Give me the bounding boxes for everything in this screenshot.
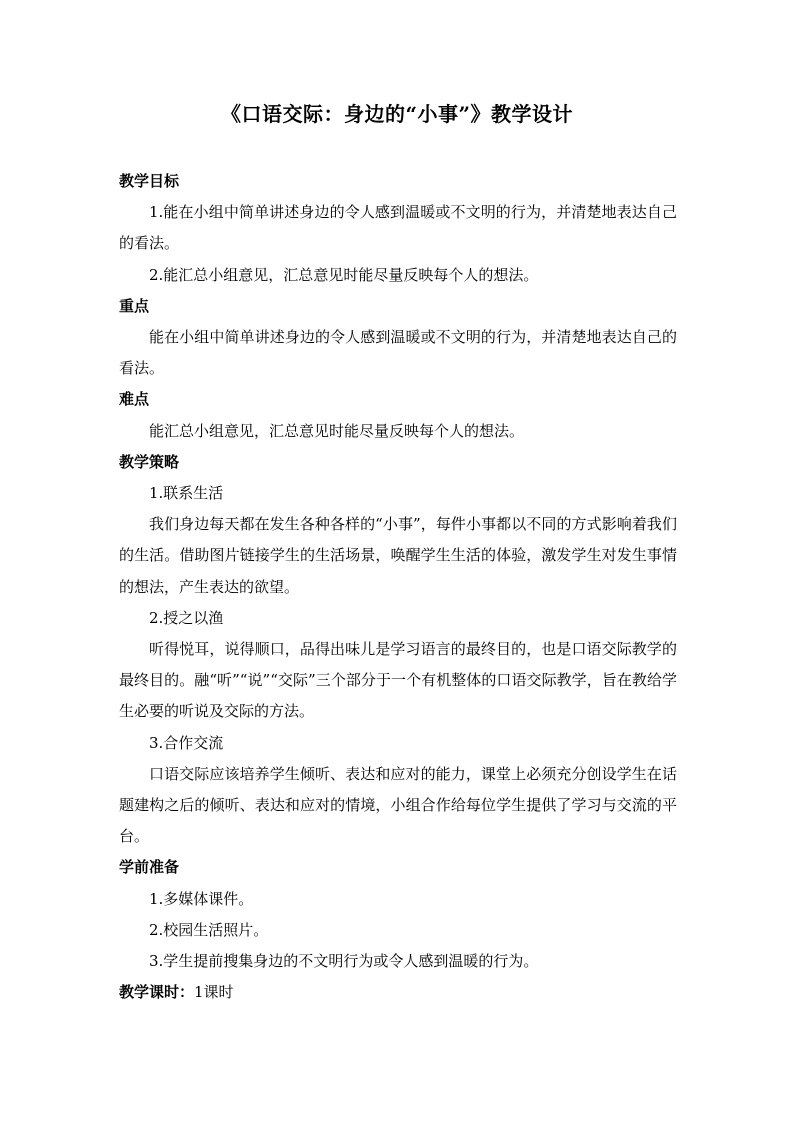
document-body	[119, 166, 677, 1008]
strategy-1-text: 我们身边每天都在发生各种各样的“小事”，每件小事都以不同的方式影响着我们的生活。借助图片链接学生的生活场景，唤醒学生生活的体验，激发学生对发生事情的想法，产生表达的欲望。	[119, 515, 677, 596]
class-hours	[119, 977, 677, 1008]
strategy-3-title: 3.合作交流	[149, 733, 224, 752]
strategy-3-text: 口语交际应该培养学生倾听、表达和应对的能力，课堂上必须充分创设学生在话题建构之后的倾听、表达和应对的情境，小组合作给每位学生提供了学习与交流的平台。	[119, 764, 677, 846]
difficulty-text: 能汇总小组意见，汇总意见时能尽量反映每个人的想法。	[149, 421, 525, 440]
strategy-1-title: 1.联系生活	[149, 484, 224, 503]
objectives-heading: 教学目标	[119, 172, 180, 190]
key-point-heading: 重点	[119, 296, 150, 315]
strategy-2-text: 听得悦耳，说得顺口，品得出味儿是学习语言的最终目的，也是口语交际教学的最终目的。融“听”“说”“交际”三个部分于一个有机整体的口语交际教学，旨在教给学生必要的听说及交际的方法。	[119, 640, 677, 721]
strategy-2-title: 2.授之以渔	[149, 608, 224, 627]
document-title: 《口语交际：身边的“小事”》教学设计	[220, 102, 573, 126]
preparation-item-1: 1.多媒体课件。	[149, 889, 254, 908]
class-hours-value: 1课时	[194, 983, 234, 1002]
preparation-item-2: 2.校园生活照片。	[149, 920, 269, 939]
difficulty-heading: 难点	[119, 390, 150, 409]
preparation-heading: 学前准备	[119, 858, 180, 877]
objective-item-1: 1.能在小组中简单讲述身边的令人感到温暖或不文明的行为，并清楚地表达自己的看法。	[119, 203, 677, 253]
strategy-heading: 教学策略	[119, 452, 180, 471]
key-point-text: 能在小组中简单讲述身边的令人感到温暖或不文明的行为，并清楚地表达自己的看法。	[119, 328, 677, 378]
preparation-item-3: 3.学生提前搜集身边的不文明行为或令人感到温暖的行为。	[149, 952, 539, 971]
objective-item-2: 2.能汇总小组意见，汇总意见时能尽量反映每个人的想法。	[149, 265, 539, 284]
class-hours-label: 教学课时：	[119, 983, 195, 1002]
